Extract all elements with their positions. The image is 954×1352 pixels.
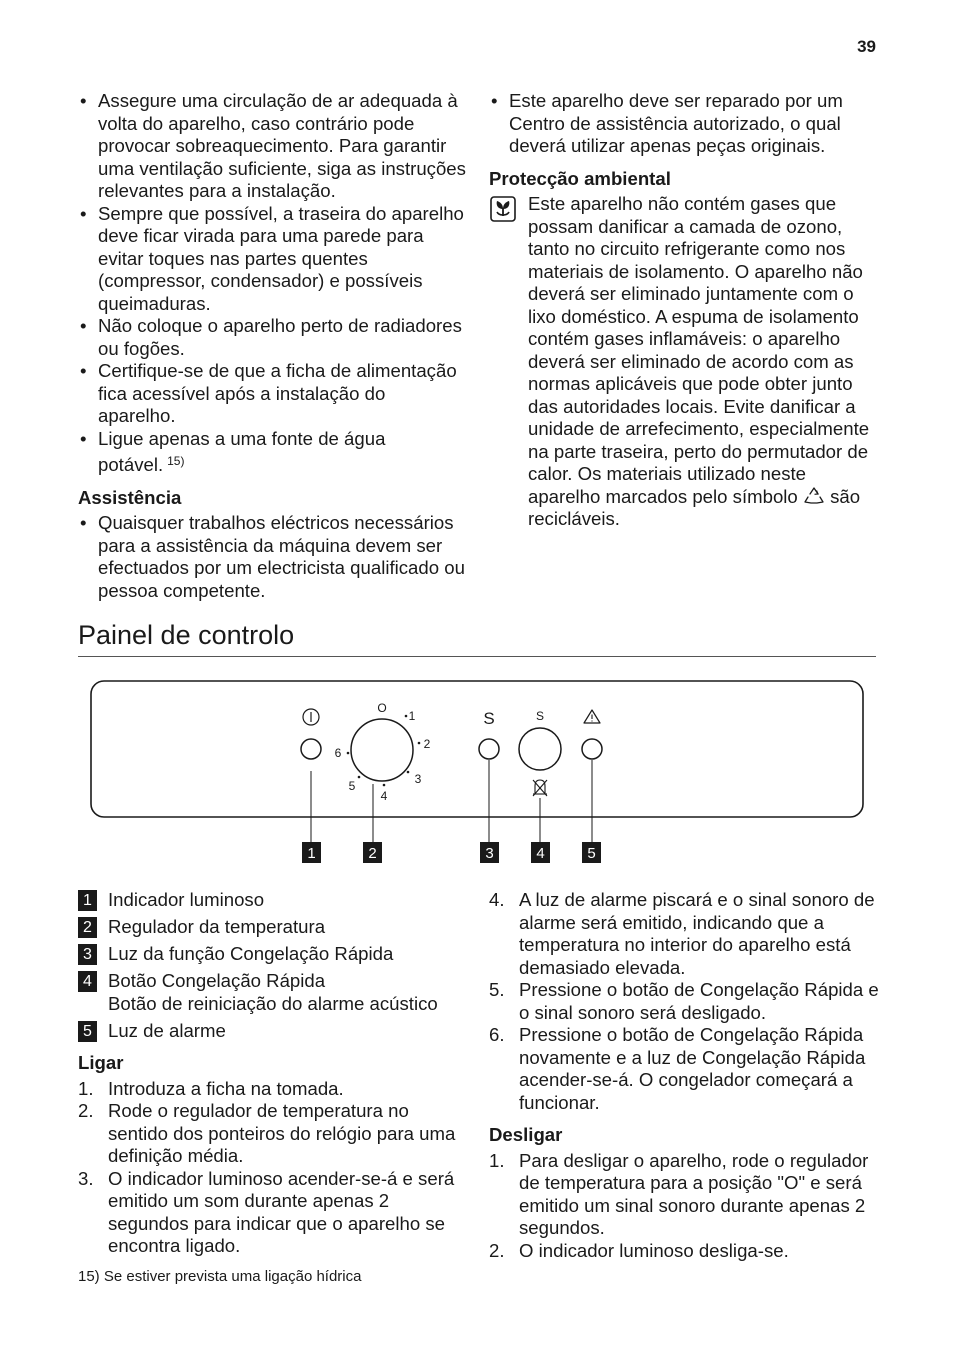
step-text: Para desligar o aparelho, rode o regulador de temperatura para a posição "O" e será emitido um sinal sonoro durante apenas 2 segundos. xyxy=(519,1149,869,1238)
alarm-mute-icon xyxy=(533,780,547,796)
callout-4-label: 4 xyxy=(536,845,545,862)
step-text: Introduza a ficha na tomada. xyxy=(108,1077,344,1099)
recycle-icon xyxy=(803,486,825,506)
ligar-heading: Ligar xyxy=(78,1052,124,1073)
step-item: 4. A luz de alarme piscará e o sinal sonoro de alarme será emitido, indicando que a temperatura no interior do aparelho está demasiado elevada. xyxy=(489,889,875,978)
step-text: O indicador luminoso desliga-se. xyxy=(519,1239,789,1261)
safety-bullets xyxy=(78,90,468,477)
step-item: 5. Pressione o botão de Congelação Rápida e o sinal sonoro será desligado. xyxy=(489,979,879,1023)
temperature-dial xyxy=(351,719,413,781)
callout-5-label: 5 xyxy=(587,845,596,862)
dial-mark-1: 1 xyxy=(408,709,416,723)
legend-text: Indicador luminoso xyxy=(108,889,265,910)
dial-mark-4: 4 xyxy=(380,789,388,803)
step-text: Pressione o botão de Congelação Rápida e o sinal sonoro será desligado. xyxy=(519,979,879,1023)
fast-freeze-light-label: S xyxy=(483,709,495,728)
callout-1-label: 1 xyxy=(307,845,316,862)
bullet-item: • Quaisquer trabalhos eléctricos necessários para a assistência da máquina devem ser efectuados por um electricista qualificado ou pessoa competente. xyxy=(78,512,468,602)
dial-mark-5: 5 xyxy=(348,779,356,793)
bullet-item-water xyxy=(78,428,468,477)
bullet-item: • Não coloque o aparelho perto de radiadores ou fogões. xyxy=(78,315,468,360)
desligar-steps xyxy=(489,1150,881,1263)
plant-in-box-icon xyxy=(490,196,516,222)
legend-item xyxy=(78,889,470,912)
left-top-column xyxy=(78,90,468,602)
legend-item xyxy=(78,970,470,1015)
page-number: 39 xyxy=(857,37,876,56)
legend-item xyxy=(78,1020,470,1043)
step-text: Pressione o botão de Congelação Rápida novamente e a luz de Congelação Rápida acender-se-á. O congelador começará a funcionar. xyxy=(519,1024,866,1113)
legend-badge: 2 xyxy=(78,917,97,938)
step-item: 3. O indicador luminoso acender-se-á e será emitido um som durante apenas 2 segundos para indicar que o aparelho se encontra ligado. xyxy=(78,1167,455,1256)
control-legend xyxy=(78,889,470,1042)
bullet-item: • Sempre que possível, a traseira do aparelho deve ficar virada para uma parede para evitar toques nas partes quentes (compressor, condensador) e possíveis queimaduras. xyxy=(78,203,468,316)
legend-text: Regulador da temperatura xyxy=(108,916,326,937)
legend-badge: 4 xyxy=(78,971,97,992)
desligar-heading: Desligar xyxy=(489,1124,563,1145)
step-item: 1. Para desligar o aparelho, rode o regulador de temperatura para a posição "O" e será emitido um sinal sonoro durante apenas 2 segundos. xyxy=(489,1149,869,1238)
fast-freeze-light xyxy=(479,739,499,759)
step-item: 2. O indicador luminoso desliga-se. xyxy=(489,1239,789,1261)
callout-2 xyxy=(363,842,382,863)
legend-text: Luz da função Congelação Rápida xyxy=(108,943,394,964)
legend-text: Luz de alarme xyxy=(108,1019,226,1041)
callout-4 xyxy=(531,842,550,863)
power-indicator-icon xyxy=(303,709,319,725)
legend-item xyxy=(78,943,470,966)
fast-freeze-button xyxy=(519,728,561,770)
bullet-text: Ligue apenas a uma fonte de água potável. xyxy=(98,427,386,475)
legend-text: Botão Congelação Rápida xyxy=(108,970,326,991)
dial-mark-6: 6 xyxy=(334,746,342,760)
dial-mark-3: 3 xyxy=(414,772,422,786)
step-item: 2. Rode o regulador de temperatura no sentido dos ponteiros do relógio para uma definição média. xyxy=(78,1100,456,1166)
bullet-item: • Certifique-se de que a ficha de alimentação fica acessível após a instalação do aparelho. xyxy=(78,360,468,428)
step-item: 1. Introduza a ficha na tomada. xyxy=(78,1077,344,1099)
indicator-light-1 xyxy=(301,739,321,759)
legend-badge: 3 xyxy=(78,944,97,965)
step-text: Rode o regulador de temperatura no sentido dos ponteiros do relógio para uma definição média. xyxy=(108,1100,456,1166)
control-panel-diagram xyxy=(78,676,878,871)
ligar-steps xyxy=(78,1078,470,1258)
assistencia-heading: Assistência xyxy=(78,486,182,508)
protecao-heading: Protecção ambiental xyxy=(489,167,671,189)
left-bottom-column xyxy=(78,889,470,1258)
footnote-ref: 15) xyxy=(167,454,185,468)
protecao-paragraph xyxy=(489,193,879,531)
protecao-text-a: Este aparelho não contém gases que possam danificar a camada de ozono, tanto no circuito refrigerante como nos materiais de isolamento. O aparelho não deverá ser eliminado juntamente com o lixo doméstico. A espuma de isolamento contém gases inflamáveis: o aparelho deverá ser eliminado de acordo com as normas aplicáveis que pode obter junto das autoridades locais. Evite danificar a unidade de arrefecimento, especialmente na parte traseira, perto do permutador de calor. Os materiais utilizado neste aparelho marcados pelo símbolo xyxy=(528,193,870,507)
step-text: O indicador luminoso acender-se-á e será emitido um som durante apenas 2 segundos para indicar que o aparelho se encontra ligado. xyxy=(108,1167,455,1256)
legend-badge: 5 xyxy=(78,1021,97,1042)
warning-triangle-icon xyxy=(584,710,600,723)
callout-3 xyxy=(480,842,499,863)
ligar-steps-continued xyxy=(489,889,881,1114)
right-top-column xyxy=(489,90,879,531)
bullet-item: • Assegure uma circulação de ar adequada à volta do aparelho, caso contrário pode provocar sobreaquecimento. Para garantir uma ventilação suficiente, siga as instruções relevantes para a instalação. xyxy=(78,90,468,203)
dial-tick-dots xyxy=(347,715,421,787)
step-text: A luz de alarme piscará e o sinal sonoro de alarme será emitido, indicando que a temperatura no interior do aparelho está demasiado elevada. xyxy=(519,889,875,978)
protecao-text-b: são recicláveis. xyxy=(528,485,861,529)
section-divider xyxy=(78,656,876,657)
legend-text-secondary: Botão de reiniciação do alarme acústico xyxy=(108,992,438,1014)
repair-bullets xyxy=(489,90,879,158)
callout-5 xyxy=(582,842,601,863)
right-bottom-column xyxy=(489,889,881,1262)
dial-mark-0: O xyxy=(377,701,387,715)
callout-3-label: 3 xyxy=(485,845,494,862)
assistencia-bullets xyxy=(78,512,468,602)
dial-mark-2: 2 xyxy=(423,737,431,751)
panel-outline xyxy=(91,681,863,817)
section-title: Painel de controlo xyxy=(78,620,295,650)
bullet-item: • Este aparelho deve ser reparado por um Centro de assistência autorizado, o qual deverá utilizar apenas peças originais. xyxy=(489,90,879,158)
callout-2-label: 2 xyxy=(368,845,377,862)
alarm-light xyxy=(582,739,602,759)
footnote: 15) Se estiver prevista uma ligação hídrica xyxy=(78,1268,362,1285)
legend-item xyxy=(78,916,470,939)
fast-freeze-button-label: S xyxy=(535,709,545,723)
step-item: 6. Pressione o botão de Congelação Rápida novamente e a luz de Congelação Rápida acender-se-á. O congelador começará a funcionar. xyxy=(489,1024,866,1113)
callout-1 xyxy=(302,842,321,863)
legend-badge: 1 xyxy=(78,890,97,911)
